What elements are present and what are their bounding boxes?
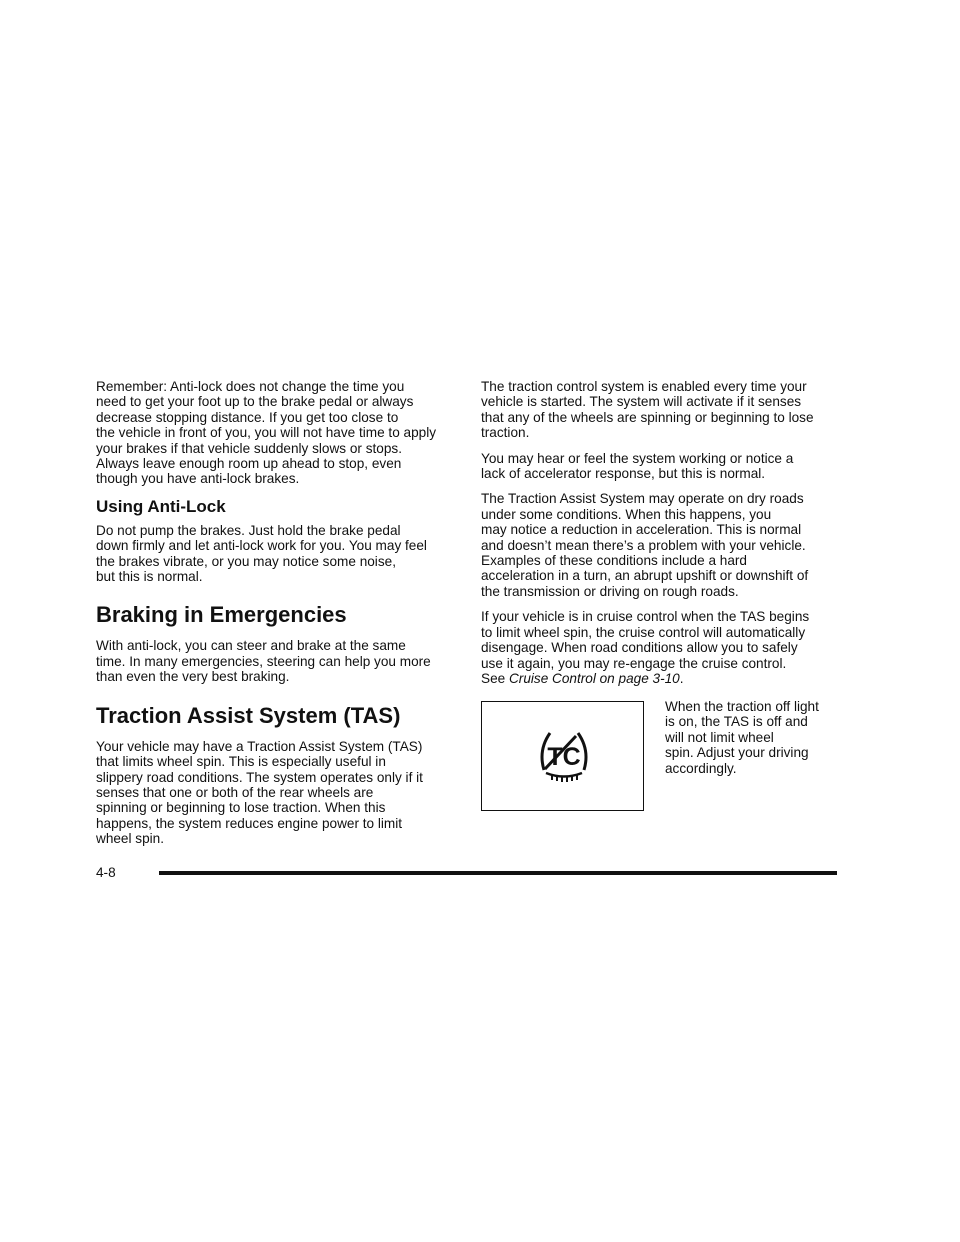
traction-assist-system-heading: Traction Assist System (TAS) (96, 702, 401, 728)
traction-assist-system-paragraph: Your vehicle may have a Traction Assist System (TAS) that limits wheel spin. This is especially useful in slippery road conditions. The system operates only if it senses that one or both of the rear wheels are spinning or beginning to lose traction. When this happens, the system reduces engine power to limit wheel spin. (96, 738, 423, 847)
dry-roads-paragraph: The Traction Assist System may operate on dry roads under some conditions. When this happens, you may notice a reduction in acceleration. This is normal and doesn’t mean there’s a problem with your vehicle. Examples of these conditions include a hard acceleration in a turn, an abrupt upshift or downshift of the transmission or driving on rough roads. (481, 491, 809, 599)
system-working-paragraph: You may hear or feel the system working or notice a lack of accelerator response, but this is normal. (481, 450, 794, 482)
right-column (481, 379, 843, 696)
cruise-control-paragraph (481, 609, 843, 686)
left-column (96, 379, 460, 857)
footer-rule (159, 871, 837, 875)
traction-off-light-icon (536, 728, 592, 788)
cruise-control-period: . (679, 670, 684, 686)
traction-off-light-figure (481, 701, 644, 811)
traction-off-light-caption: When the traction off light is on, the TAS is off and will not limit wheel spin. Adjust your driving accordingly. (665, 699, 819, 776)
using-anti-lock-heading: Using Anti-Lock (96, 496, 226, 516)
traction-icon-letters: TC (547, 743, 581, 771)
braking-in-emergencies-heading: Braking in Emergencies (96, 602, 347, 628)
cruise-control-text: If your vehicle is in cruise control when the TAS begins to limit wheel spin, the cruise control will automatically disengage. When road conditions allow you to safely use it again, you may re-engage the cruise control. See (481, 609, 810, 686)
cruise-control-page-reference[interactable]: Cruise Control on page 3-10 (508, 670, 680, 686)
anti-lock-reminder-paragraph: Remember: Anti-lock does not change the time you need to get your foot up to the brake pedal or always decrease stopping distance. If you get too close to the vehicle in front of you, you will not have time to apply your brakes if that vehicle suddenly slows or stops. Always leave enough room up ahead to stop, even though you have anti-lock brakes. (96, 379, 437, 487)
braking-in-emergencies-paragraph: With anti-lock, you can steer and brake at the same time. In many emergencies, steering can help you more than even the very best braking. (96, 638, 431, 685)
traction-enabled-paragraph: The traction control system is enabled every time your vehicle is started. The system will activate if it senses that any of the wheels are spinning or beginning to lose traction. (481, 379, 814, 441)
page-number: 4-8 (96, 865, 116, 880)
using-anti-lock-paragraph: Do not pump the brakes. Just hold the brake pedal down firmly and let anti-lock work for you. You may feel the brakes vibrate, or you may notice some noise, but this is normal. (96, 522, 427, 585)
